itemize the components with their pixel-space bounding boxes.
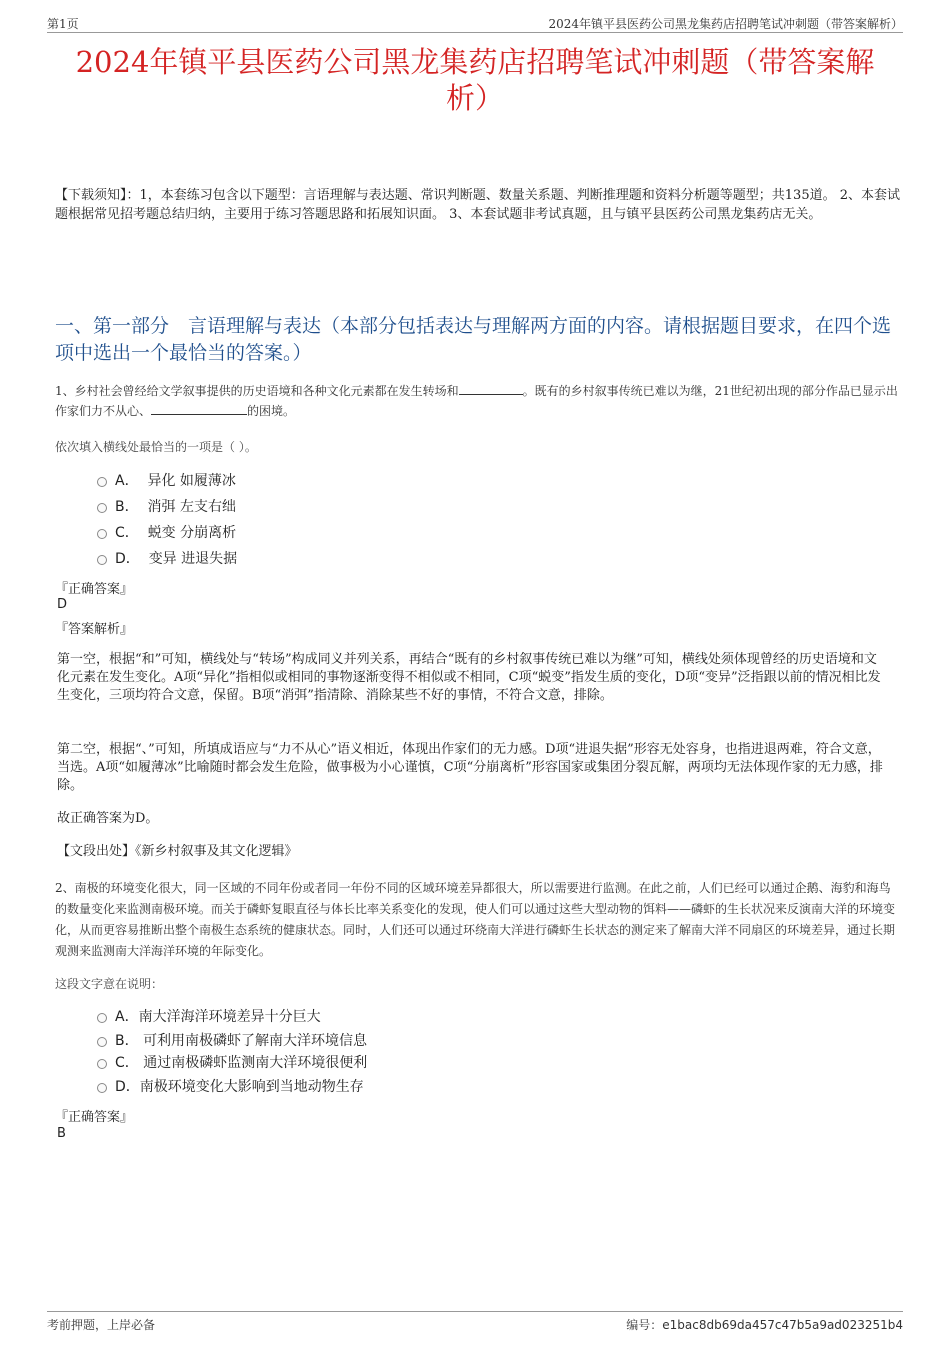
question-1-text-c: 的困境。 [247,404,296,418]
option-c-text: 通过南极磷虾监测南大洋环境很便利 [143,1055,368,1071]
download-notice: 【下载须知】：1，本套练习包含以下题型：言语理解与表达题、常识判断题、数量关系题、判断推理题和资料分析题等题型；共135道。 2、本套试题根据常见招考题总结归纳，主要用于练习答题思路和拓展知识面。 3、本套试题非考试真题，且与镇平县医药公司黑龙集药店无关。 [55,188,900,222]
radio-icon[interactable] [97,1083,107,1093]
radio-icon[interactable] [97,503,107,513]
option-c-text: 蜕变 分崩离析 [147,525,237,541]
option-d[interactable]: D．南极环境变化大影响到当地动物生存 [97,1077,797,1101]
option-b-text: 消弭 左支右绌 [147,499,236,515]
question-1-stem [55,381,900,421]
question-1-text-b: 。既有的乡村叙事传统已难以为继，21世纪初出现的部分作品已显示出作家们力不从心、 [55,384,898,418]
fill-blank-1 [459,381,523,395]
footer-code: 编号：e1bac8db69da457c47b5a9ad023251b4 [626,1318,903,1332]
page-title: 2024年镇平县医药公司黑龙集药店招聘笔试冲刺题（带答案解析） [75,45,875,115]
page-header [47,14,903,33]
question-2-options [97,1007,797,1101]
option-b-text: 可利用南极磷虾了解南大洋环境信息 [143,1033,368,1049]
option-d-text: 南极环境变化大影响到当地动物生存 [139,1079,364,1095]
analysis-conclusion: 故正确答案为D。 [57,811,159,826]
analysis-paragraph-1: 第一空，根据“和”可知，横线处与“转场”构成同义并列关系，再结合“既有的乡村叙事传统已难以为继”可知，横线处须体现曾经的历史语境和文化元素在发生变化。A项“异化”指相似或相同的事物逐渐变得不相似或不相同，C项“蜕变”指发生质的变化，D项“变异”泛指跟以前的情况相比发生变化，三项均符合文意，保留。B项“消弭”指清除、消除某些不好的事情，不符合文意，排除。 [57,652,881,703]
analysis-label: 『答案解析』 [55,622,134,637]
document-code: e1bac8db69da457c47b5a9ad023251b4 [662,1318,903,1332]
analysis-paragraph-2: 第二空，根据“、”可知，所填成语应与“力不从心”语义相近，体现出作家们的无力感。D项“进退失据”形容无处容身，也指进退两难，符合文意，当选。A项“如履薄冰”比喻随时都会发生危险，做事极为小心谨慎，C项“分崩离析”形容国家或集团分裂瓦解，两项均无法体现作家的无力感，排除。 [57,742,883,793]
option-b[interactable]: B． 消弭 左支右绌 [97,497,797,523]
correct-answer-label: 『正确答案』 [55,582,134,597]
question-1-prompt: 依次填入横线处最恰当的一项是（ ）。 [55,440,257,454]
source-citation: 【文段出处】《新乡村叙事及其文化逻辑》 [57,844,298,859]
question-1-options [97,471,797,575]
option-a[interactable]: A． 异化 如履薄冰 [97,471,797,497]
question-1-text-a: 1、乡村社会曾经给文学叙事提供的历史语境和各种文化元素都在发生转场和 [55,384,459,398]
option-d[interactable]: D． 变异 进退失据 [97,549,797,575]
radio-icon[interactable] [97,477,107,487]
option-c[interactable]: C． 通过南极磷虾监测南大洋环境很便利 [97,1053,797,1077]
footer-slogan: 考前押题，上岸必备 [47,1318,156,1332]
radio-icon[interactable] [97,1013,107,1023]
correct-answer-label: 『正确答案』 [55,1110,134,1125]
correct-answer: B [57,1126,66,1141]
radio-icon[interactable] [97,1059,107,1069]
option-a-text: 南大洋海洋环境差异十分巨大 [138,1009,321,1025]
section-heading: 一、第一部分 言语理解与表达（本部分包括表达与理解两方面的内容。请根据题目要求，在四个选项中选出一个最恰当的答案。） [55,315,892,364]
page-number: 第1页 [47,17,79,31]
option-c[interactable]: C． 蜕变 分崩离析 [97,523,797,549]
question-2-stem: 2、南极的环境变化很大，同一区域的不同年份或者同一年份不同的区域环境差异都很大，所以需要进行监测。在此之前，人们已经可以通过企鹅、海豹和海鸟的数量变化来监测南极环境。而关于磷虾复眼直径与体长比率关系变化的发现，使人们可以通过这些大型动物的饵料——磷虾的生长状况来反演南大洋的环境变化，从而更容易推断出整个南极生态系统的健康状态。同时，人们还可以通过环绕南大洋进行磷虾生长状态的测定来了解南大洋不同扇区的环境差异，通过长期观测来监测南大洋海洋环境的年际变化。 [55,881,896,958]
fill-blank-2 [151,401,247,415]
option-a-text: 异化 如履薄冰 [147,473,236,489]
option-b[interactable]: B． 可利用南极磷虾了解南大洋环境信息 [97,1031,797,1053]
radio-icon[interactable] [97,529,107,539]
radio-icon[interactable] [97,555,107,565]
option-d-text: 变异 进退失据 [148,551,238,567]
radio-icon[interactable] [97,1037,107,1047]
option-a[interactable]: A．南大洋海洋环境差异十分巨大 [97,1007,797,1031]
page-footer [47,1311,903,1334]
question-2-prompt: 这段文字意在说明： [55,977,164,991]
header-doc-title: 2024年镇平县医药公司黑龙集药店招聘笔试冲刺题（带答案解析） [548,17,903,31]
correct-answer: D [57,597,68,612]
